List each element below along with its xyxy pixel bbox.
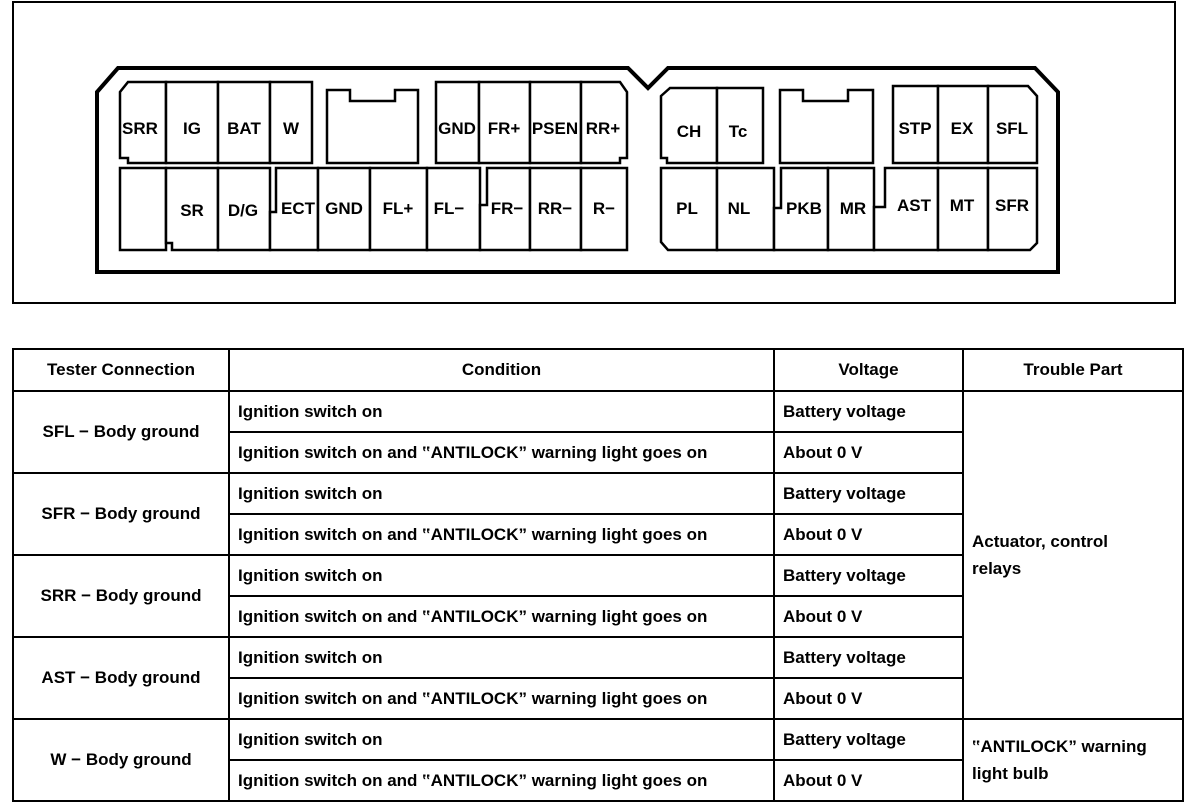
condition-cell: Ignition switch on and ‟ANTILOCK” warning light goes on [229,432,774,473]
pin-label-stp: STP [898,119,932,138]
condition-cell: Ignition switch on and ‟ANTILOCK” warning light goes on [229,760,774,801]
pin-label-rr-minus: RR− [537,199,573,218]
trouble-line: Actuator, control [972,532,1109,551]
pin-label-fr-plus: FR+ [487,119,521,138]
pin-label-sfr: SFR [995,196,1029,215]
cavity-blank [120,168,166,250]
header-trouble-part: Trouble Part [963,349,1183,391]
trouble-line: light bulb [972,764,1049,783]
pin-label-sr: SR [180,201,204,220]
tester-table [12,348,1184,802]
pin-label-rr-plus: RR+ [585,119,621,138]
voltage-cell: About 0 V [774,678,963,719]
trouble-part-actuator [963,391,1183,719]
voltage-cell: About 0 V [774,514,963,555]
header-tester-connection: Tester Connection [13,349,229,391]
pin-label-w: W [282,119,300,138]
table-row [13,391,1183,432]
voltage-cell: About 0 V [774,760,963,801]
pin-label-pl: PL [676,199,698,218]
pin-label-sfl: SFL [995,119,1029,138]
pin-label-dg: D/G [227,201,259,220]
header-voltage: Voltage [774,349,963,391]
pin-label-r-minus: R− [592,199,616,218]
trouble-part-bulb [963,719,1183,801]
connection-cell: SFR − Body ground [13,473,229,555]
pin-label-fl-minus: FL− [433,199,465,218]
pin-label-ast: AST [897,196,931,215]
pin-label-nl: NL [727,199,751,218]
trouble-line: relays [972,559,1022,578]
cavity-key-left [327,90,418,163]
pin-label-ect: ECT [281,199,315,218]
pin-label-ig: IG [183,119,201,138]
pin-label-mr: MR [839,199,867,218]
pin-label-srr: SRR [122,119,158,138]
voltage-cell: Battery voltage [774,555,963,596]
voltage-cell: Battery voltage [774,637,963,678]
connector-diagram [0,0,1200,340]
condition-cell: Ignition switch on [229,555,774,596]
pin-label-psen: PSEN [531,119,579,138]
table-header-row [13,349,1183,391]
condition-cell: Ignition switch on [229,637,774,678]
pin-label-gnd-top: GND [438,119,476,138]
pin-label-gnd-bot: GND [325,199,363,218]
trouble-line: ‟ANTILOCK” warning [972,737,1147,756]
pin-label-fr-minus: FR− [490,199,524,218]
pin-label-mt: MT [949,196,975,215]
pin-label-tc: Tc [728,122,748,141]
connection-cell: W − Body ground [13,719,229,801]
pin-label-pkb: PKB [786,199,822,218]
condition-cell: Ignition switch on [229,473,774,514]
cavity-key-right [780,90,873,163]
header-condition: Condition [229,349,774,391]
pin-label-bat: BAT [227,119,261,138]
connection-cell: SRR − Body ground [13,555,229,637]
condition-cell: Ignition switch on and ‟ANTILOCK” warning light goes on [229,514,774,555]
condition-cell: Ignition switch on and ‟ANTILOCK” warning light goes on [229,678,774,719]
voltage-cell: Battery voltage [774,473,963,514]
voltage-cell: About 0 V [774,596,963,637]
table-row [13,719,1183,760]
voltage-cell: Battery voltage [774,391,963,432]
condition-cell: Ignition switch on and ‟ANTILOCK” warning light goes on [229,596,774,637]
pin-label-fl-plus: FL+ [382,199,414,218]
pin-label-ex: EX [950,119,974,138]
voltage-cell: Battery voltage [774,719,963,760]
condition-cell: Ignition switch on [229,719,774,760]
condition-cell: Ignition switch on [229,391,774,432]
connection-cell: AST − Body ground [13,637,229,719]
connection-cell: SFL − Body ground [13,391,229,473]
voltage-cell: About 0 V [774,432,963,473]
pin-label-ch: CH [676,122,702,141]
